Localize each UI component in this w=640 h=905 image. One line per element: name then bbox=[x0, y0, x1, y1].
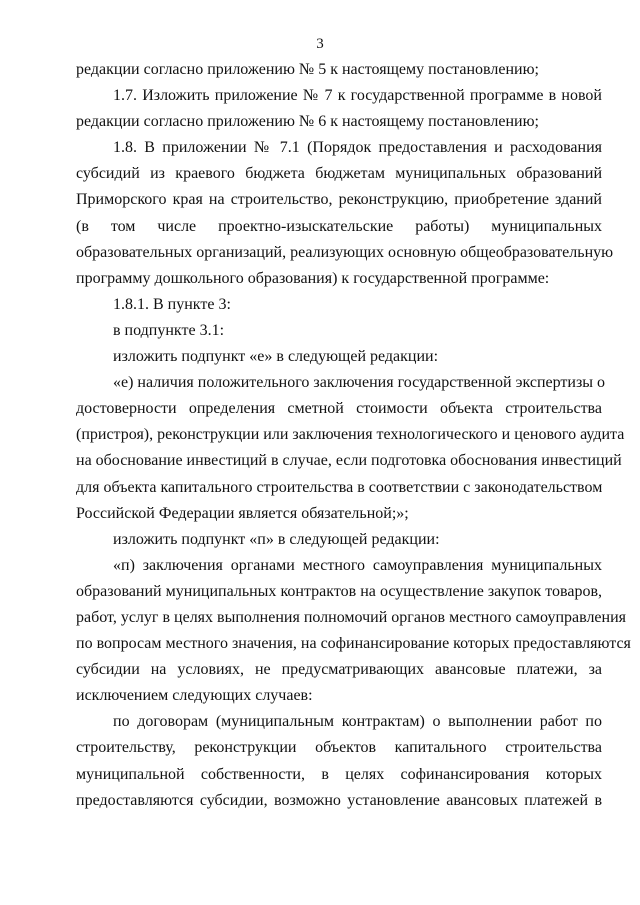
text-line: по договорам (муниципальным контрактам) о выполнении работ по bbox=[113, 713, 602, 731]
text-line: по вопросам местного значения, на софинансирование которых предоставляются bbox=[76, 635, 631, 653]
text-line: 1.7. Изложить приложение № 7 к государственной программе в новой bbox=[113, 87, 602, 105]
text-line: предоставляются субсидии, возможно установление авансовых платежей в bbox=[76, 791, 602, 809]
text-line: субсидии на условиях, не предусматривающих авансовые платежи, за bbox=[76, 661, 602, 679]
text-line: работ, услуг в целях выполнения полномочий органов местного самоуправления bbox=[76, 608, 627, 626]
text-line: муниципальной собственности, в целях софинансирования которых bbox=[76, 765, 602, 783]
text-line: «п) заключения органами местного самоуправления муниципальных bbox=[113, 556, 602, 574]
text-line: редакции согласно приложению № 6 к настоящему постановлению; bbox=[76, 113, 539, 131]
text-line: редакции согласно приложению № 5 к настоящему постановлению; bbox=[76, 61, 539, 78]
text-line: программу дошкольного образования) к государственной программе: bbox=[76, 269, 550, 287]
text-line: изложить подпункт «е» в следующей редакции: bbox=[113, 348, 439, 366]
document-body bbox=[76, 60, 631, 817]
text-line: (в том числе проектно-изыскательские работы) муниципальных bbox=[76, 217, 602, 235]
page-number: 3 bbox=[316, 36, 324, 52]
text-line: «е) наличия положительного заключения государственной экспертизы о bbox=[113, 374, 606, 392]
text-line: 1.8. В приложении № 7.1 (Порядок предоставления и расходования bbox=[113, 139, 602, 157]
text-line: (пристроя), реконструкции или заключения технологического и ценового аудита bbox=[76, 426, 625, 444]
text-line: образовательных организаций, реализующих основную общеобразовательную bbox=[76, 243, 614, 261]
text-line: изложить подпункт «п» в следующей редакции: bbox=[113, 530, 440, 548]
text-line: субсидий из краевого бюджета бюджетам муниципальных образований bbox=[76, 165, 602, 183]
text-line: исключением следующих случаев: bbox=[76, 687, 313, 705]
text-line: для объекта капитального строительства в соответствии с законодательством bbox=[76, 478, 603, 496]
text-line: Российской Федерации является обязательной;»; bbox=[76, 504, 409, 522]
text-line: на обоснование инвестиций в случае, если подготовка обоснования инвестиций bbox=[76, 452, 622, 470]
text-line: строительству, реконструкции объектов капитального строительства bbox=[76, 739, 602, 757]
text-line: образований муниципальных контрактов на осуществление закупок товаров, bbox=[76, 582, 602, 600]
text-line: 1.8.1. В пункте 3: bbox=[113, 295, 231, 313]
text-line: в подпункте 3.1: bbox=[113, 321, 225, 339]
text-line: Приморского края на строительство, реконструкцию, приобретение зданий bbox=[76, 191, 602, 209]
text-line: достоверности определения сметной стоимости объекта строительства bbox=[76, 400, 602, 418]
